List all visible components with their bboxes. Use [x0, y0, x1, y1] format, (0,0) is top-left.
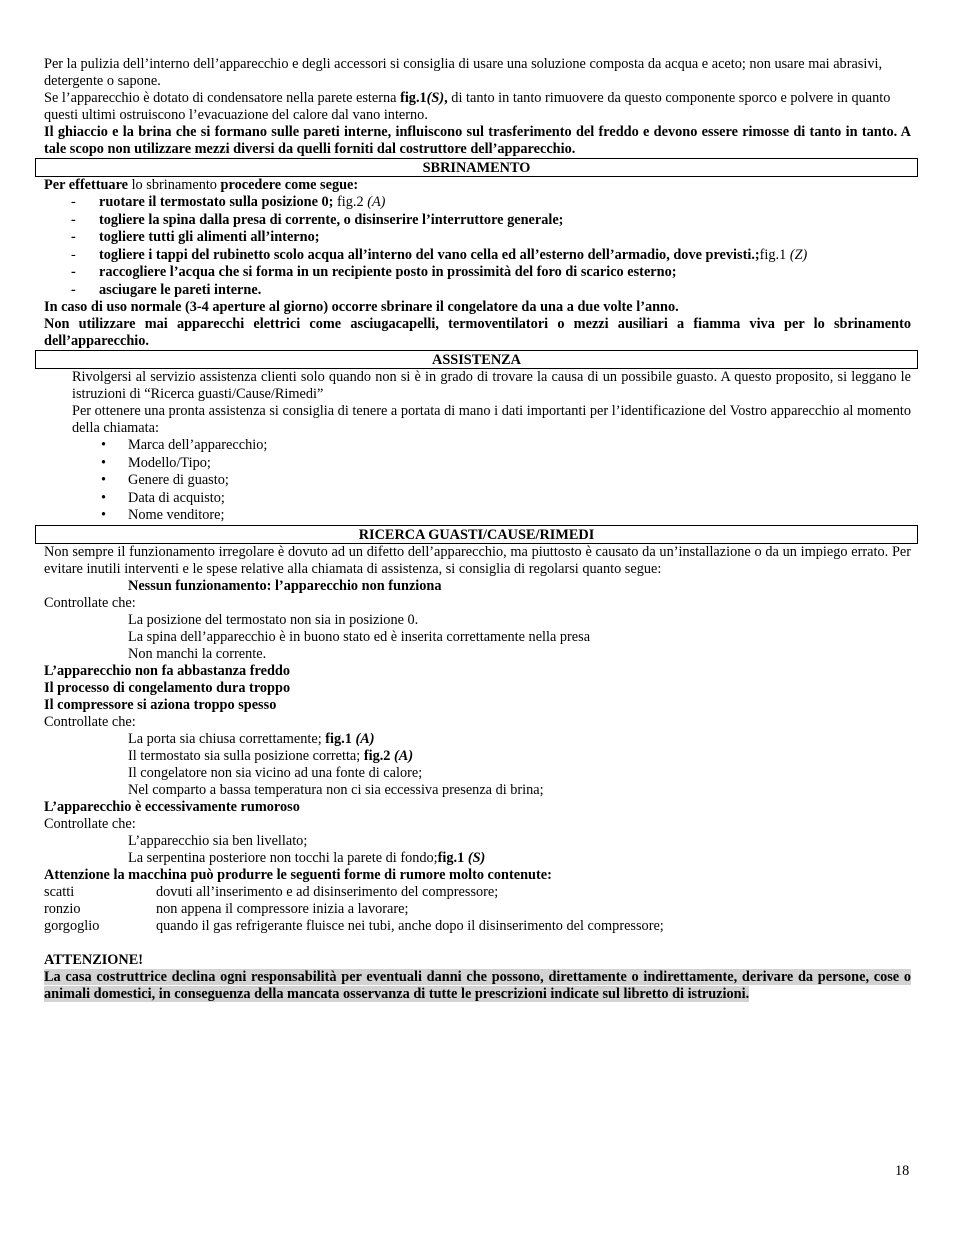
liability-disclaimer: La casa costruttrice declina ogni responsabilità per eventuali danni che possono, direttamente o indirettamente, derivare da persone, cose o animali domestici, in conseguenza della mancata osservanza di tutte le prescrizioni indicate sul libretto di istruzioni.	[44, 968, 911, 1002]
page-number: 18	[895, 1163, 910, 1179]
spacer	[44, 935, 911, 952]
check-label: Controllate che:	[44, 594, 136, 611]
check-item: La posizione del termostato non sia in posizione 0.	[128, 611, 419, 628]
list-item: - togliere la spina dalla presa di corrente, o disinserire l’interruttore generale;	[71, 211, 564, 228]
list-item: • Genere di guasto;	[44, 472, 911, 490]
check-item: Il termostato sia sulla posizione corretta; fig.2 (A)	[128, 747, 414, 764]
frost-warning: Il ghiaccio e la brina che si formano sulle pareti interne, influiscono sul trasferimento del freddo e devono essere rimosse di tanto in tanto. A tale scopo non utilizzare mezzi diversi da quelli forniti dal costruttore dell’apparecchio.	[44, 124, 911, 157]
noise-row: ronzio non appena il compressore inizia a lavorare;	[44, 900, 409, 917]
document-page	[44, 56, 911, 1003]
list-item: - togliere i tappi del rubinetto scolo acqua all’interno del vano cella ed all’esterno dell’armadio, dove previsti.;fig.1 (Z)	[71, 246, 808, 263]
problem-heading: Il compressore si aziona troppo spesso	[44, 696, 277, 713]
problem-heading: Il processo di congelamento dura troppo	[44, 679, 291, 696]
list-item: • Nome venditore;	[44, 507, 911, 525]
section-header-assistenza: ASSISTENZA	[35, 350, 918, 369]
defrost-safety-note: Non utilizzare mai apparecchi elettrici come asciugacapelli, termoventilatori o mezzi ausiliari a fiamma viva per lo sbrinamento dell’apparecchio.	[44, 316, 911, 349]
list-item: • Modello/Tipo;	[44, 455, 911, 473]
check-item: Il congelatore non sia vicino ad una fonte di calore;	[128, 764, 423, 781]
list-item: - asciugare le pareti interne.	[71, 281, 262, 298]
problem-heading: L’apparecchio non fa abbastanza freddo	[44, 662, 290, 679]
list-item: - raccogliere l’acqua che si forma in un recipiente posto in prossimità del foro di scarico esterno;	[71, 264, 677, 280]
condenser-paragraph: Se l’apparecchio è dotato di condensatore nella parete esterna fig.1(S), di tanto in tanto rimuovere da questo componente sporco e polvere in quanto questi ultimi ostruiscono l’evacuazione del calore dal vano interno.	[44, 90, 891, 123]
list-item: • Marca dell’apparecchio;	[44, 437, 911, 455]
defrost-intro: Per effettuare lo sbrinamento procedere come segue:	[44, 177, 359, 193]
problem-heading: L’apparecchio è eccessivamente rumoroso	[44, 798, 300, 815]
check-item: Nel comparto a bassa temperatura non ci sia eccessiva presenza di brina;	[128, 781, 544, 798]
list-item: - ruotare il termostato sulla posizione 0; fig.2 (A)	[71, 194, 386, 210]
defrost-steps	[44, 194, 911, 299]
section-header-ricerca-guasti: RICERCA GUASTI/CAUSE/RIMEDI	[35, 525, 918, 544]
check-item: La spina dell’apparecchio è in buono stato ed è inserita correttamente nella presa	[128, 628, 591, 645]
warning-title: ATTENZIONE!	[44, 951, 144, 968]
check-item: Non manchi la corrente.	[128, 645, 267, 662]
assistance-data-paragraph: Per ottenere una pronta assistenza si consiglia di tenere a portata di mano i dati importanti per l’identificazione del Vostro apparecchio al momento della chiamata:	[72, 403, 911, 436]
cleaning-paragraph: Per la pulizia dell’interno dell’apparecchio e degli accessori si consiglia di usare una soluzione composta da acqua e aceto; non usare mai abrasivi, detergente o sapone.	[44, 56, 883, 89]
list-item: • Data di acquisto;	[44, 490, 911, 508]
noise-heading: Attenzione la macchina può produrre le seguenti forme di rumore molto contenute:	[44, 866, 552, 883]
noise-row: gorgoglio quando il gas refrigerante fluisce nei tubi, anche dopo il disinserimento del compressore;	[44, 917, 664, 934]
check-item: L’apparecchio sia ben livellato;	[128, 832, 308, 849]
defrost-frequency-note: In caso di uso normale (3-4 aperture al giorno) occorre sbrinare il congelatore da una a due volte l’anno.	[44, 299, 679, 315]
check-item: La serpentina posteriore non tocchi la parete di fondo;fig.1 (S)	[128, 849, 486, 866]
assistance-paragraph: Rivolgersi al servizio assistenza clienti solo quando non si è in grado di trovare la causa di un possibile guasto. A questo proposito, si leggano le istruzioni di “Ricerca guasti/Cause/Rimedi”	[72, 369, 911, 402]
problem-heading: Nessun funzionamento: l’apparecchio non funziona	[128, 577, 442, 594]
check-label: Controllate che:	[44, 815, 136, 832]
check-label: Controllate che:	[44, 713, 136, 730]
assistance-data-list	[44, 437, 911, 525]
check-item: La porta sia chiusa correttamente; fig.1 (A)	[128, 730, 375, 747]
section-header-sbrinamento: SBRINAMENTO	[35, 158, 918, 177]
troubleshooting-intro: Non sempre il funzionamento irregolare è dovuto ad un difetto dell’apparecchio, ma piuttosto è causato da un’installazione o da un impiego errato. Per evitare inutili interventi e le spese relative alla chiamata di assistenza, si consiglia di regolarsi quanto segue:	[44, 543, 911, 577]
noise-row: scatti dovuti all’inserimento e ad disinserimento del compressore;	[44, 883, 499, 900]
list-item: - togliere tutti gli alimenti all’interno;	[71, 229, 320, 245]
